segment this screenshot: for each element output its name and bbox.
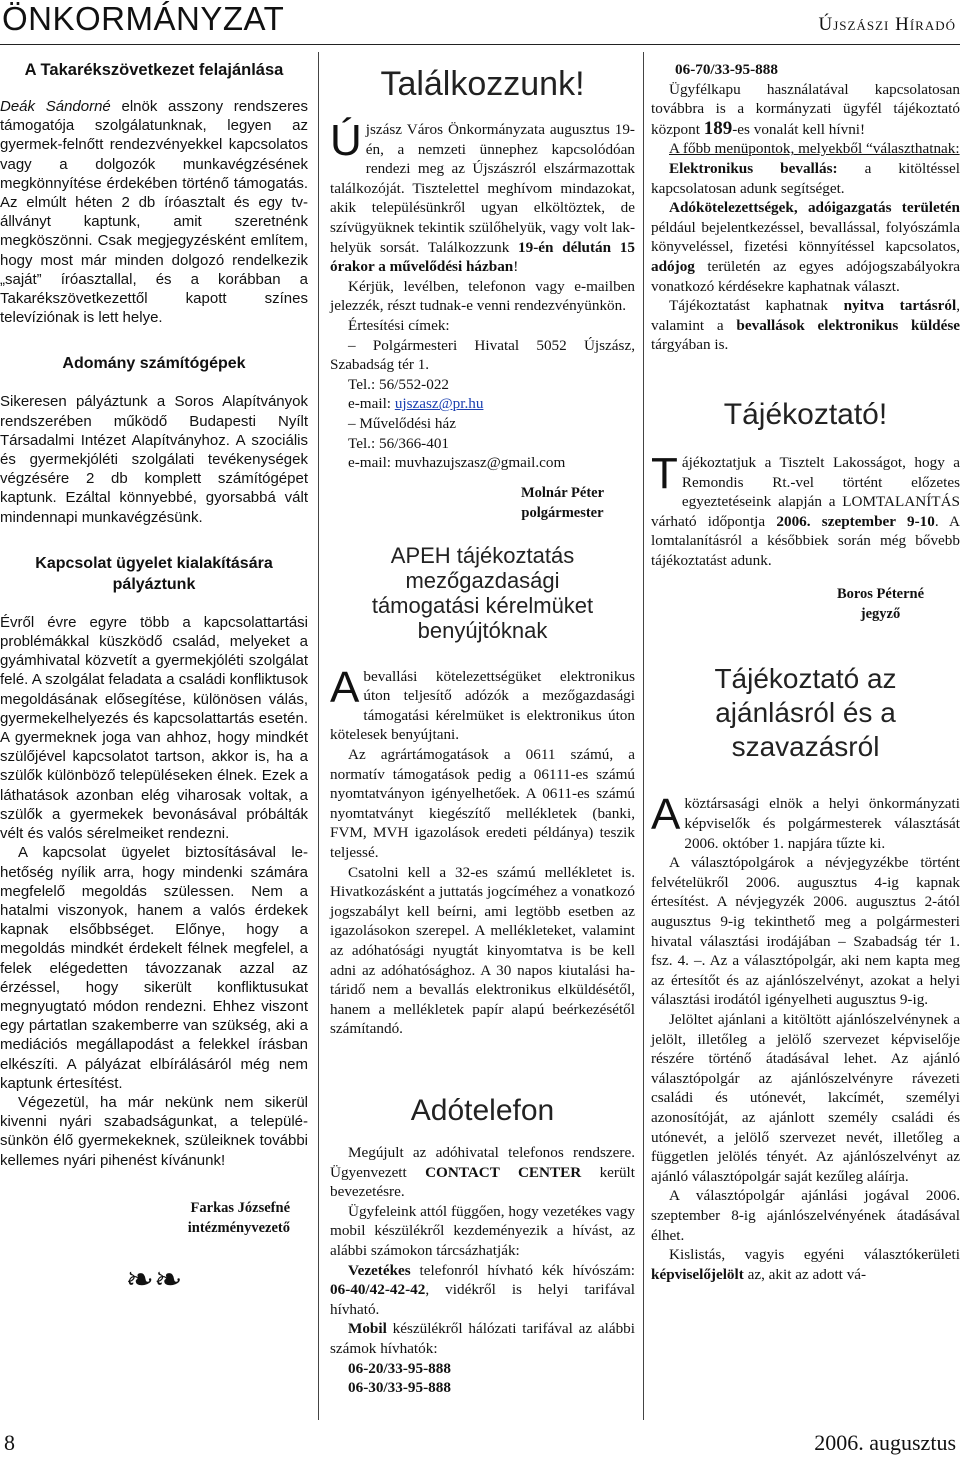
signature xyxy=(330,483,635,523)
article-title: A Takarékszövetkezet felajánlása xyxy=(24,61,284,79)
highlight-text: adójog xyxy=(651,257,695,275)
paragraph-text: e-mail: xyxy=(348,395,395,413)
column-divider xyxy=(318,52,319,1420)
article-paragraph: Kérjük, levélben, telefonon vagy e-mailben jelezzék, részt tudnak-e venni rendezvényünkön. xyxy=(330,277,635,315)
column-2 xyxy=(330,50,635,1398)
article-title: APEH tájékoztatás mezőgazdasági támogatási kérelmüket benyújtóknak xyxy=(371,542,594,643)
paragraph-text: -es vonalát kell hívni! xyxy=(732,120,866,138)
article-paragraph xyxy=(330,1143,635,1202)
article-paragraph: Végezetül, ha már nekünk nem sikerül kivenni nyári szabadságunkat, a településünkön élő gyermekeknek, szüleiknek további kellemes nyári pihenést kívánunk! xyxy=(0,1093,308,1169)
article-paragraph: – Művelődési ház xyxy=(348,414,456,432)
article-title: Adomány számítógépek xyxy=(62,355,246,373)
article-paragraph: Évről évre egyre több a kapcsolattartási problémákkal küszködő család, melyeket a gyámhivatal közvetít a gyermekjóléti szolgálat felé. A szolgálat feladata a családi konfliktusok megoldásának elősegítése, különösen válás, gyermekelhelyezés és kapcsolattartás esetén. A gyermeknek joga van ahhoz, hogy mindkét szülőjével kapcsolatot tartson, akkor is, ha a szülők különböző településeken élnek. Ezek a láthatások azonban elég viharosak voltak, a szülők a gyermekek bevonásával próbálták vélt és valós sérelmeiket rendezni. xyxy=(0,613,308,843)
phone-number: 06-20/33-95-888 xyxy=(348,1359,451,1377)
signature xyxy=(0,1198,308,1238)
article-paragraph: A kapcsolat ügyelet biztosításával lehetőség nyílik arra, hogy mindenki számára megfelelő megoldás szülessen. Nem a hatalmi viszonyok, hanem a valós érdekek kapnak elsőbbséget. Előnye, hogy a megoldás mindkét érdekelt félnek megfelel, a felek elégedetten távozzanak azzal az érzéssel, hogy sikerült konfliktusukat megnyugtató módon rendezni. Ehhez viszont egy pártatlan szakemberre van szükség, aki a mediációs megállapodást a felekkel írásban elkészíti. A pályázat elbírálásáról még nem kaptunk értesítést. xyxy=(0,844,308,1092)
paragraph-text: Kislistás, vagyis egyéni választókerületi xyxy=(669,1246,960,1264)
paragraph-text: Megújult az adóhivatal telefonos rendszere. Ügyenvezett xyxy=(330,1143,635,1181)
paragraph-text: Tájékoztatást kaphatnak xyxy=(669,297,844,315)
contact-line: e-mail: muvhazujszasz@gmail.com xyxy=(348,454,566,472)
article-title: Tájékoztató az ajánlásról és a szavazásról xyxy=(714,663,897,763)
contact-line xyxy=(330,394,635,414)
paragraph-text: tárgyában is. xyxy=(651,336,729,354)
article-title: Tájékoztató! xyxy=(723,397,888,431)
paragraph-text: telefonról hívható kék hívószám: xyxy=(410,1261,635,1279)
article-paragraph xyxy=(651,159,960,198)
newspaper-name: Újszászi Híradó xyxy=(818,14,956,35)
signature-title: polgármester xyxy=(521,504,604,521)
paragraph-text: bevallási kötelezettségüket elektronikus úton teljesítő adózók a mezőgazdasági támogatási kérelmüket is elektronikus úton kötelesek benyújtani. xyxy=(330,667,635,744)
highlight-text: képviselőjelölt xyxy=(651,1265,744,1283)
paragraph-text: , vidékről is helyi tarifával hívható. xyxy=(330,1281,635,1318)
signature xyxy=(651,584,960,624)
paragraph-text: készülékről hálózati tarifával az alábbi számok hívhatók: xyxy=(330,1320,635,1357)
paragraph-text: jszász Város Önkormányzata augusztus 19-én, a nemzeti ünnephez kapcsolódóan rendezi meg az Újszászról elszármazottak találkozóját. Tisztelettel meghívom mindazokat, akik településünkről ugyan elköltöztek, de szívügyüknek tekintik szülőhelyük, vagy volt lakhelyük sorsát. Találkozzunk xyxy=(330,121,635,256)
paragraph-text: elnök asszony rendszeres támogatója szolgálatunknak, legyen az gyermek-felnőtt rendezvényekkel kapcsolatos vagy a dolgozók munkavégzésének megkönnyítése érdekében történő támogatás. Az elmúlt héten 2 db íróasztalt és egy tv-állványt kaptunk, amit szeretnénk megköszönni. Csak megjegyzésként említem, hogy most már minden dolgozó rendelkezik „saját” íróasztallal, és a korábban a Takarékszövetkezettől kapott színes televíziónak is lett helye. xyxy=(0,98,308,327)
highlight-text: 19-én délután 15 órakor a művelődési házban xyxy=(330,238,635,276)
ornament: ❧❧ xyxy=(125,1261,183,1299)
highlight-text: Elektronikus bevallás: xyxy=(669,159,838,177)
article-paragraph: – Polgármesteri Hivatal 5052 Újszász, Szabadság tér 1. xyxy=(330,336,635,374)
article-paragraph: Az agrártámogatások a 0611 számú, a normatív támogatások pedig a 06111-es számú nyomtatványon igényelhetőek. A 0611-es számú nyomtatványt kiegészítő mellékletek (banki, FVM, MVH igazolások eredeti példánya) teszik teljessé. xyxy=(330,746,635,862)
highlight-text: Vezetékes xyxy=(348,1261,411,1279)
paragraph-text: köztársasági elnök a helyi önkormányzati képviselők és polgármesterek választását 2006. október 1. napjára tűzte ki. xyxy=(684,795,960,852)
article-paragraph: A választópolgár ajánlási jogával 2006. szeptember 8-ig ajánlószelvényének átadásával élhet. xyxy=(651,1187,960,1244)
article-paragraph xyxy=(330,116,635,277)
article-title: Adótelefon xyxy=(410,1093,555,1127)
column-divider xyxy=(643,52,644,1420)
paragraph-text: a kitöltéssel kapcsolatosan adunk segítséget. xyxy=(651,159,960,197)
email-link[interactable]: ujszasz@pr.hu xyxy=(394,395,484,413)
article-paragraph: Csatolni kell a 32-es számú mellékletet is. Hivatkozásként a juttatás jogcíméhez a vonatkozó jogszabályt kell beírni, ami legtöbb esetben az igazolásokon szerepel. A mellékleteket, valamint az adóhatósági nyugtát kinyomtatva is be kell adni az adóhatósághoz. A 30 napos kiutalási határidő nem a bevallás elektronikus elküldésétől, hanem a mellékletek papír alapú beérkezésétől számítandó. xyxy=(330,863,635,1038)
phone-number: 189 xyxy=(703,117,733,139)
article-paragraph xyxy=(651,790,960,853)
paragraph-text: . A lomtalanításról a későbbiek során még bővebb tájékoztatást adunk. xyxy=(651,512,960,569)
signature-name: Farkas Józsefné xyxy=(190,1199,290,1216)
article-paragraph: Sikeresen pályáztunk a Soros Alapítványok rendszerében működő Budapesti Nyílt Társadalmi Intézet Alapítványhoz. A szociális és gyermekjóléti szolgálati tevékenységek végzésére 2 db komplett számítógépet kaptunk. Ezáltal könnyebbé, gyorsabbá vált mindennapi munkavégzésünk. xyxy=(0,393,308,526)
drop-cap: T xyxy=(651,448,678,498)
column-1 xyxy=(0,50,308,1300)
article-paragraph xyxy=(330,1319,635,1358)
person-name: Deák Sándorné xyxy=(0,98,111,115)
phone-number: 06-30/33-95-888 xyxy=(348,1379,451,1397)
contact-line: Tel.: 56/366-401 xyxy=(348,434,450,452)
article-paragraph: A főbb menüpontok, melyekből “választhatnak: xyxy=(669,140,960,158)
highlight-text: Mobil xyxy=(348,1320,387,1338)
signature-title: jegyző xyxy=(860,606,901,623)
article-title: Találkozzunk! xyxy=(380,65,585,103)
phone-number: 06-70/33-95-888 xyxy=(675,61,778,78)
paragraph-text: például bejelentkezéssel, bevallással, folyószámla könyveléssel, fizetési könnyítéssel kapcsolatos, xyxy=(651,218,960,256)
highlight-text: 2006. szeptember 9-10 xyxy=(776,512,935,530)
paragraph-text: , valamint a xyxy=(651,297,960,334)
article-paragraph xyxy=(0,97,308,327)
signature-name: Molnár Péter xyxy=(520,484,605,501)
phone-number: 06-40/42-42-42 xyxy=(330,1281,426,1299)
article-paragraph xyxy=(330,662,635,745)
article-paragraph: Értesítési címek: xyxy=(348,316,450,334)
page-header xyxy=(0,0,960,45)
highlight-text: bevallások elektronikus küldése xyxy=(736,316,960,334)
article-paragraph xyxy=(651,448,960,571)
paragraph-text: az, akit az adott vá- xyxy=(743,1265,867,1283)
paragraph-text: ájékoztatjuk a Tisztelt Lakosságot, hogy a Remondis Rt.-vel történt előzetes egyeztetéseink alapján a LOMTALANÍTÁS várható időpontja xyxy=(651,453,960,530)
article-title: Kapcsolat ügyelet kialakítására pályáztunk xyxy=(35,554,273,593)
section-title: ÖNKORMÁNYZAT xyxy=(2,0,285,37)
paragraph-text: területén az egyes adójogszabályokra vonatkozó kérdésekre kaphatnak választ. xyxy=(651,257,960,295)
issue-date: 2006. augusztus xyxy=(814,1430,956,1455)
highlight-text: Adókötelezettségek, adóigazgatás területén xyxy=(669,199,960,217)
paragraph-text: került bevezetésre. xyxy=(330,1163,635,1201)
signature-title: intézményvezető xyxy=(187,1219,290,1236)
article-paragraph xyxy=(651,296,960,355)
contact-line: Tel.: 56/552-022 xyxy=(348,375,450,393)
paragraph-text: ! xyxy=(513,258,519,276)
article-paragraph xyxy=(651,1245,960,1284)
drop-cap: Ú xyxy=(330,116,362,165)
article-paragraph xyxy=(330,1261,635,1320)
page-number: 8 xyxy=(4,1430,15,1455)
column-3 xyxy=(651,50,960,1284)
article-paragraph: Jelöltet ajánlani a kitöltött ajánlószelvénynek a jelölt, illetőleg a jelölő szervezet képviselője részére történő átadásával lehet. Az ajánló választópolgár az ajánlószelvényre rávezeti családi és utónevét, lakcímét, személyi azonosítóját, az ajánlott személy családi és utónevét, a jelölő szervezet nevét, illetőleg a független jelölés tényét. Az ajánlószelvényt az ajánló választópolgár saját kezűleg aláírja. xyxy=(651,1011,960,1185)
drop-cap: A xyxy=(330,662,360,712)
paragraph-text: Ügyfélkapu használatával kapcsolatosan továbbra is a kormányzati ügyfél tájékoztató központ xyxy=(651,80,960,138)
highlight-text: CONTACT CENTER xyxy=(425,1163,582,1181)
article-paragraph xyxy=(651,198,960,296)
drop-cap: A xyxy=(651,790,681,840)
article-paragraph xyxy=(651,80,960,140)
signature-name: Boros Péterné xyxy=(836,586,925,603)
article-paragraph: A választópolgárok a névjegyzékbe történt felvételükről 2006. augusztus 4-ig kapnak értesítést. A névjegyzék 2006. augusztus 2-ától augusztus 9-ig tekinthető meg a polgármesteri hivatal választási irodájában – Szabadság tér 1. fsz. 4. –. Az a választópolgár, aki nem kapta meg az értesítőt és az ajánlószelvényt, azokat a helyi választási irodától igényelheti augusztus 9-ig. xyxy=(651,854,960,1009)
article-paragraph: Ügyfeleink attól függően, hogy vezetékes vagy mobil készülékről kezdeményezik a hívást, az alábbi számokon tárcsázhatják: xyxy=(330,1202,635,1259)
highlight-text: nyitva tartásról xyxy=(843,297,957,315)
